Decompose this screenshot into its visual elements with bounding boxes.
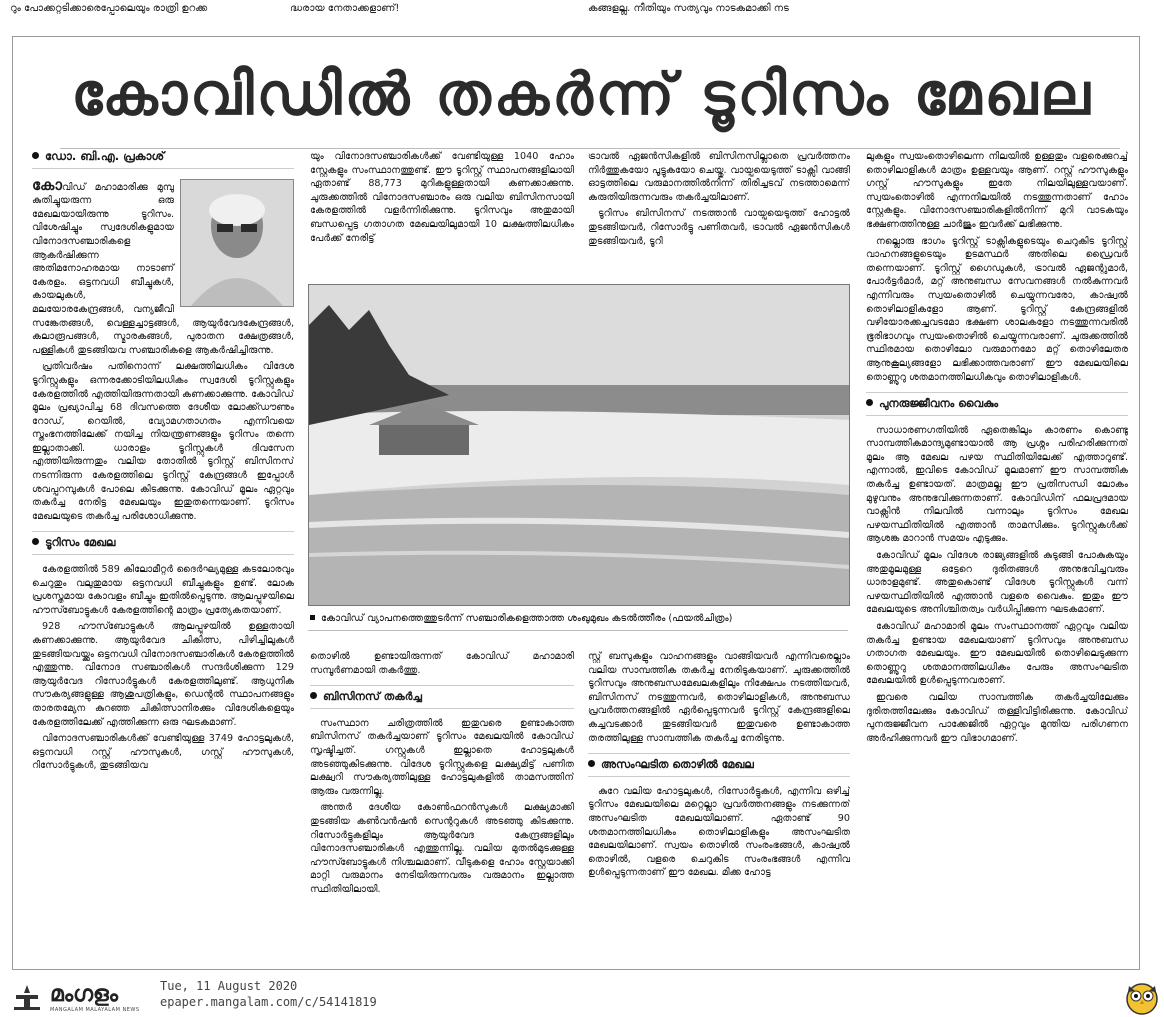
column-4 xyxy=(866,150,1128,968)
column-2-bottom xyxy=(310,650,574,968)
photo-caption: കോവിഡ് വ്യാപനത്തെത്തുടർന്ന് സഞ്ചാരികളെത്താത്ത ശംഖുമുഖം കടൽത്തീരം (ഫയൽചിത്രം) xyxy=(310,612,850,626)
author-photo xyxy=(180,179,294,307)
paragraph: തൊഴിൽ ഉണ്ടായിരുന്നത് കോവിഡ് മഹാമാരി സമ്പൂർണമായി തകർത്തു. xyxy=(310,651,574,676)
caption-rule xyxy=(308,630,848,631)
paragraph: കോവിഡ് മൂലം വിദേശ രാജ്യങ്ങളിൽ കുടുങ്ങി പോകുകയും അതുമൂലമുള്ള ഒട്ടേറെ ദുരിതങ്ങൾ അനുഭവിച്ചവരും ധാരാളമുണ്ട്. അതുകൊണ്ട് വിദേശ ടൂറിസ്റ്റുകൾ വന്ന് പഴയസ്ഥിതിയിൽ എത്താൻ വളരെ വൈകും. ഇതും ഈ മേഖലയുടെ അനിശ്ചിതത്വം വർധിപ്പിക്കുന്ന ഘടകമാണ്. xyxy=(866,550,1128,616)
paragraph: അന്തർ ദേശീയ കോൺഫറൻസുകൾ ലക്ഷ്യമാക്കി തുടങ്ങിയ കൺവൻഷൻ സെന്ററുകൾ അടഞ്ഞു കിടക്കുന്നു. റിസോർട്ടുകളിലും ആയുർവേദ കേന്ദ്രങ്ങളിലും വിനോദസഞ്ചാരികൾ എത്തുന്നില്ല. വലിയ മുതൽമുടക്കുള്ള ഹൗസ്ബോട്ടുകൾ നിശ്ചലമാണ്. വീടുകളെ ഹോം സ്റ്റേയാക്കി മാറ്റി വരുമാനം നേടിയിരുന്നവരും വരുമാനം ഇല്ലാത്ത സ്ഥിതിയിലായി. xyxy=(310,802,574,895)
lead-dropcap: കോ xyxy=(32,175,62,194)
strip-text-right: കങ്ങളല്ല. നീതിയും സത്യവും നാടകമാക്കി നട xyxy=(588,3,789,14)
lamp-emblem-icon xyxy=(10,983,44,1011)
bullet-icon xyxy=(866,399,873,406)
paragraph: 928 ഹൗസ്ബോട്ടുകൾ ആലപ്പുഴയിൽ ഉള്ളതായി കണക്കാക്കുന്നു. ആയുർവേദ ചികിത്സ, പിഴിച്ചിലുകൾ തുടങ്ങിയവയ്ക്കും ഒട്ടനവധി വിനോദസഞ്ചാരികൾ കേരളത്തിൽ എത്തുന്നു. വിനോദ സഞ്ചാരികൾ സന്ദർശിക്കുന്ന 129 ആയുർവേദ റിസോർട്ടുകൾ കേരളത്തിലുണ്ട്. ആധുനിക സൗകര്യങ്ങളുള്ള ആശുപത്രികളും, ഡെന്റൽ സ്ഥാപനങ്ങളും താരതമ്യേന കുറഞ്ഞ ചികിത്സാനിരക്കും വിദേശികളെയും കേരളത്തിലേക്ക് എത്തിക്കുന്ന ഒരു ഘടകമാണ്. xyxy=(32,621,294,728)
bullet-icon xyxy=(310,692,317,699)
epaper-url[interactable]: epaper.mangalam.com/c/54141819 xyxy=(160,995,377,1009)
brand-name: മംഗളം xyxy=(50,982,118,1007)
paragraph: കുറേ വലിയ ഹോട്ടലുകൾ, റിസോർട്ടുകൾ, എന്നിവ ഒഴിച്ച് ടൂറിസം മേഖലയിലെ മറ്റെല്ലാ പ്രവർത്തനങ്ങളും നടക്കുന്നത് അസംഘടിത മേഖലയിലാണ്. ഏതാണ്ട് 90 ശതമാനത്തിലധികം തൊഴിലാളികളും അസംഘടിത മേഖലയിലാണ്. സ്വയം തൊഴിൽ സംരംഭങ്ങൾ, കാഷ്വൽ തൊഴിൽ, വളരെ ചെറുകിട സംരംഭങ്ങൾ എന്നിവ ഉൾപ്പെടുന്നതാണ് ഈ മേഖല. മിക്ക ഹോട്ട xyxy=(588,785,850,879)
subheading-business-collapse: ബിസിനസ് തകർച്ച xyxy=(310,685,574,709)
paragraph: ട്രാവൽ ഏജൻസികളിൽ ബിസിനസില്ലാതെ പ്രവർത്തനം നിർത്തുകയോ പൂട്ടുകയോ ചെയ്തു. വായ്പയെടുത്ത് ടാക്സി വാങ്ങി ഓട്ടത്തിലെ വരുമാനത്തിൽനിന്ന് തിരിച്ചടവ് നടത്താമെന്ന് കരുതിയിരുന്നവരും തകർച്ചയിലാണ്. xyxy=(588,151,850,203)
paragraph: ലുകളും സ്വയംതൊഴിലെന്ന നിലയിൽ ഉള്ളതും വളരെക്കുറച്ച് തൊഴിലാളികൾ മാത്രം ഉള്ളവയും ആണ്. റസ്റ്റ് ഹൗസുകളും ഗസ്റ്റ് ഹൗസുകളും ഇതേ നിലയിലുള്ളവയാണ്. സ്വയംതൊഴിൽ എന്നനിലയിൽ നടത്തുന്നതാണ് ഹോം സ്റ്റേകളും. വിനോദസഞ്ചാരികളിൽനിന്ന് മുറി വാടകയും ഭക്ഷണത്തിനുള്ള ചാർജും ഇവർക്ക് ലഭിക്കുന്നു. xyxy=(866,151,1128,230)
paragraph: കേരളത്തിൽ 589 കിലോമീറ്റർ ദൈർഘ്യമുള്ള കടലോരവും ചെറുതും വലുതുമായ ഒട്ടനവധി ബീച്ചുകളും ഉണ്ട്. ലോക പ്രശസ്തമായ കോവളം ബീച്ചും ഇതിൽപ്പെടുന്നു. ആലപ്പുഴയിലെ ഹൗസ്ബോട്ടുകൾ കേരളത്തിന്റെ മാത്രം പ്രത്യേകതയാണ്. xyxy=(32,564,294,616)
brand-tagline: MANGALAM MALAYALAM NEWS xyxy=(50,1007,140,1013)
mangalam-logo[interactable] xyxy=(10,981,150,1011)
strip-text-center: ദ്ധരായ നേതാക്കളാണ്! xyxy=(290,3,400,14)
paragraph: സ്റ്റ് ബസുകളും വാഹനങ്ങളും വാങ്ങിയവർ എന്നിവരെല്ലാം വലിയ സാമ്പത്തിക തകർച്ച നേരിടുകയാണ്. ചുരുക്കത്തിൽ ടൂറിസവും അനുബന്ധമേഖലകളിലും നിക്ഷേപം നടത്തിയവർ, ബിസിനസ് നടത്തുന്നവർ, തൊഴിലാളികൾ, അനുബന്ധ പ്രവർത്തനങ്ങളിൽ ഏർപ്പെടുന്നവർ ടൂറിസ്റ്റ് കേന്ദ്രങ്ങളിലെ കച്ചവടക്കാർ തുടങ്ങിയവർ ഇതുവരെ ഉണ്ടാകാത്ത തരത്തിലുള്ള സാമ്പത്തിക തകർച്ച നേരിടുന്നു. xyxy=(588,651,850,744)
subheading-revival-delayed: പുനരുജ്ജീവനം വൈകും xyxy=(866,392,1128,416)
edition-date: Tue, 11 August 2020 xyxy=(160,979,298,993)
author-name: ഡോ. ബി.എ. പ്രകാശ് xyxy=(45,150,165,163)
subheading-tourism-sector: ടൂറിസം മേഖല xyxy=(32,531,294,555)
subheading-unorganised-sector: അസംഘടിത തൊഴിൽ മേഖല xyxy=(588,753,850,777)
paragraph: സംസ്ഥാന ചരിത്രത്തിൽ ഇതുവരെ ഉണ്ടാകാത്ത ബിസിനസ് തകർച്ചയാണ് ടൂറിസം മേഖലയിൽ കോവിഡ് സൃഷ്ടിച്ചത്. ഗസ്റ്റുകൾ ഇല്ലാതെ ഹോട്ടലുകൾ അടഞ്ഞുകിടക്കുന്നു. വിദേശ ടൂറിസ്റ്റുകളെ ലക്ഷ്യമിട്ട് പണിത ലക്ഷ്വറി സൗകര്യത്തിലുള്ള ഹോട്ടലുകളിൽ താമസത്തിന് ആരും വരുന്നില്ല. xyxy=(310,717,574,797)
bullet-icon xyxy=(32,538,39,545)
strip-text-left: റും പോക്കറ്റടിക്കാരെപ്പോലെയും രാത്രി ഉറക്ക xyxy=(10,3,208,14)
column-2-top xyxy=(310,150,574,280)
column-3-bottom xyxy=(588,650,850,968)
headline-rule xyxy=(60,148,1120,149)
caption-marker-icon xyxy=(310,615,315,620)
bullet-icon xyxy=(32,152,39,159)
paragraph: സാധാരണഗതിയിൽ ഏതെങ്കിലും കാരണം കൊണ്ടു സാമ്പത്തികമാന്ദ്യമുണ്ടായാൽ ആ പ്രശ്നം പരിഹരിക്കുന്നത് മൂലം ആ മേഖല പഴയ സ്ഥിതിയിലേക്ക് എത്താറുണ്ട്. എന്നാൽ, ഇവിടെ കോവിഡ് മൂലമാണ് ഈ സാമ്പത്തിക തകർച്ച ഉണ്ടായത്. മാത്രമല്ല ഈ പ്രതിസന്ധി ലോകം മുഴുവനും അനുഭവിക്കുന്നതാണ്. കോവിഡിന് ഫലപ്രദമായ വാക്സിൻ നിലവിൽ വന്നാലും ടൂറിസം മേഖല പഴയസ്ഥിതിയിൽ എത്താൻ താമസിക്കും. ടൂറിസ്റ്റുകൾക്ക് ആശങ്ക മാറാൻ സമയം എടുക്കും. xyxy=(866,424,1128,545)
byline xyxy=(32,150,294,169)
previous-page-strip xyxy=(0,0,1164,20)
headline: കോവിഡിൽ തകർന്ന് ടൂറിസം മേഖല xyxy=(71,60,1093,128)
paragraph: കോവിഡ് മഹാമാരി മൂലം സംസ്ഥാനത്ത് ഏറ്റവും വലിയ തകർച്ച ഉണ്ടായ മേഖലയാണ് ടൂറിസവും അനുബന്ധ ഗതാഗത മേഖലയും. ഈ മേഖലയിൽ തൊഴിലെടുക്കുന്ന തൊണ്ണൂറു ശതമാനത്തിലധികം പേരും അസംഘടിത മേഖലയിൽ ഉൾപ്പെടുന്നവരാണ്. xyxy=(866,621,1128,687)
paragraph: വിനോദസഞ്ചാരികൾക്ക് വേണ്ടിയുള്ള 3749 ഹോട്ടലുകൾ, ഒട്ടനവധി റസ്റ്റ് ഹൗസുകൾ, ഗസ്റ്റ് ഹൗസുകൾ, റിസോർട്ടുകൾ, തുടങ്ങിയവ xyxy=(32,733,294,772)
paragraph: നല്ലൊരു ഭാഗം ടൂറിസ്റ്റ് ടാക്സികളുടെയും ചെറുകിട ടൂറിസ്റ്റ് വാഹനങ്ങളുടെയും ഉടമസ്ഥർ അതിലെ ഡ്രൈവർ തന്നെയാണ്. ടൂറിസ്റ്റ് ഗൈഡുകൾ, ട്രാവൽ ഏജന്റുമാർ, പോർട്ടർമാർ, മറ്റ് അനുബന്ധ സേവനങ്ങൾ നൽകുന്നവർ എന്നിവരും സ്വയംതൊഴിൽ ചെയ്യുന്നവരോ, കാഷ്വൽ തൊഴിലാളികളോ ആണ്. ടൂറിസ്റ്റ് കേന്ദ്രങ്ങളിൽ വഴിയോരക്കച്ചവടമോ ഭക്ഷണ ശാലകളോ നടത്തുന്നവരിൽ ഭൂരിഭാഗവും സ്വയംതൊഴിൽ ചെയ്യുന്നവരാണ്. ചുരുക്കത്തിൽ സ്ഥിരമായ തൊഴിലോ വരുമാനമോ മറ്റ് തൊഴിലേതര ആനുകൂല്യങ്ങളോ ലഭിക്കാത്തവരാണ് ഈ മേഖലയിലെ തൊണ്ണൂറു ശതമാനത്തിലധികവും തൊഴിലാളികൾ. xyxy=(866,235,1128,383)
owl-icon[interactable] xyxy=(1124,977,1160,1015)
paragraph: ടൂറിസം ബിസിനസ് നടത്താൻ വായ്പയെടുത്ത് ഹോട്ടൽ തുടങ്ങിയവർ, റിസോർട്ടു പണിതവർ, ട്രാവൽ ഏജൻസികൾ തുടങ്ങിയവർ, ടൂറി xyxy=(588,208,850,247)
lead-paragraph: വിഡ് മഹാമാരിക്കു മുമ്പു കുതിച്ചുയരുന്ന ഒരു മേഖലയായിരുന്നു ടൂറിസം. വിശേഷിച്ചും സ്വദേശികളുമായ വിനോദസഞ്ചാരികളെ ആകർഷിക്കുന്ന അതിമനോഹരമായ നാടാണ് കേരളം. ഒട്ടനവധി ബീച്ചുകൾ, കായലുകൾ, മലയോരകേന്ദ്രങ്ങൾ, വന്യജീവി സങ്കേതങ്ങൾ, വെള്ളച്ചാട്ടങ്ങൾ, ആയുർവേദകേന്ദ്രങ്ങൾ, കലാരൂപങ്ങൾ, സ്മാരകങ്ങൾ, പുരാതന ക്ഷേത്രങ്ങൾ, പള്ളികൾ തുടങ്ങിയവ സഞ്ചാരികളെ ആകർഷിച്ചിരുന്നു. xyxy=(32,181,294,356)
column-3-top xyxy=(588,150,850,280)
paragraph: യും വിനോദസഞ്ചാരികൾക്ക് വേണ്ടിയുള്ള 1040 ഹോം സ്റ്റേകളും സംസ്ഥാനത്തുണ്ട്. ഈ ടൂറിസ്റ്റ് സ്ഥാപനങ്ങളിലായി ഏതാണ്ട് 88,773 മുറികളുള്ളതായി കണക്കാക്കുന്നു. ചുരുക്കത്തിൽ വിനോദസഞ്ചാരം ഒരു വലിയ ബിസിനസായി കേരളത്തിൽ വളർന്നിരിക്കുന്നു. ടൂറിസവും അതുമായി ബന്ധപ്പെട്ട ഗതാഗത മേഖലയിലുമായി 10 ലക്ഷത്തിലധികം പേർക്ക് നേരിട്ട് xyxy=(310,151,574,244)
paragraph: പ്രതിവർഷം പതിനൊന്ന് ലക്ഷത്തിലധികം വിദേശ ടൂറിസ്റ്റുകളും ഒന്നരക്കോടിയിലധികം സ്വദേശി ടൂറിസ്റ്റുകളും കേരളത്തിൽ എത്തിയിരുന്നതായി കണക്കാക്കുന്നു. കോവിഡ് മൂലം പ്രഖ്യാപിച്ച 68 ദിവസത്തെ ദേശീയ ലോക്ക്ഡൗണും റോഡ്, റെയിൽ, വ്യോമഗതാഗതം എന്നിവയെ സ്തംഭനത്തിലേക്ക് നയിച്ച നിയന്ത്രണങ്ങളും ടൂറിസം തന്നെ ഇല്ലാതാക്കി. ധാരാളം ടൂറിസ്റ്റുകൾ ദിവസേന എത്തിയിരുന്നതും വലിയ തോതിൽ ടൂറിസ്റ്റ് ബിസിനസ് നടന്നിരുന്ന കേരളത്തിലെ ടൂറിസ്റ്റ് കേന്ദ്രങ്ങൾ ഇപ്പോൾ ശവപ്പറമ്പുകൾ പോലെ കിടക്കുന്നു. കോവിഡ് മൂലം ഏറ്റവും തകർച്ച നേരിട്ട മേഖലയും ഇതുതന്നെയാണ്. ടൂറിസം മേഖലയുടെ തകർച്ച പരിശോധിക്കുന്നു. xyxy=(32,361,294,522)
paragraph: ഇവരെ വലിയ സാമ്പത്തിക തകർച്ചയിലേക്കും ദുരിതത്തിലേക്കും കോവിഡ് തള്ളിവിട്ടിരിക്കുന്നു. കോവിഡ് പുനരുജ്ജീവന പാക്കേജിൽ ഏറ്റവും മുന്തിയ പരിഗണന അർഹിക്കുന്നവർ ഈ വിഭാഗമാണ്. xyxy=(866,691,1128,744)
bullet-icon xyxy=(588,760,595,767)
beach-scene-icon xyxy=(309,285,849,605)
epaper-footer xyxy=(0,975,1164,1017)
author-silhouette-icon xyxy=(181,180,293,306)
beach-photo xyxy=(308,284,850,606)
column-1 xyxy=(32,150,294,968)
